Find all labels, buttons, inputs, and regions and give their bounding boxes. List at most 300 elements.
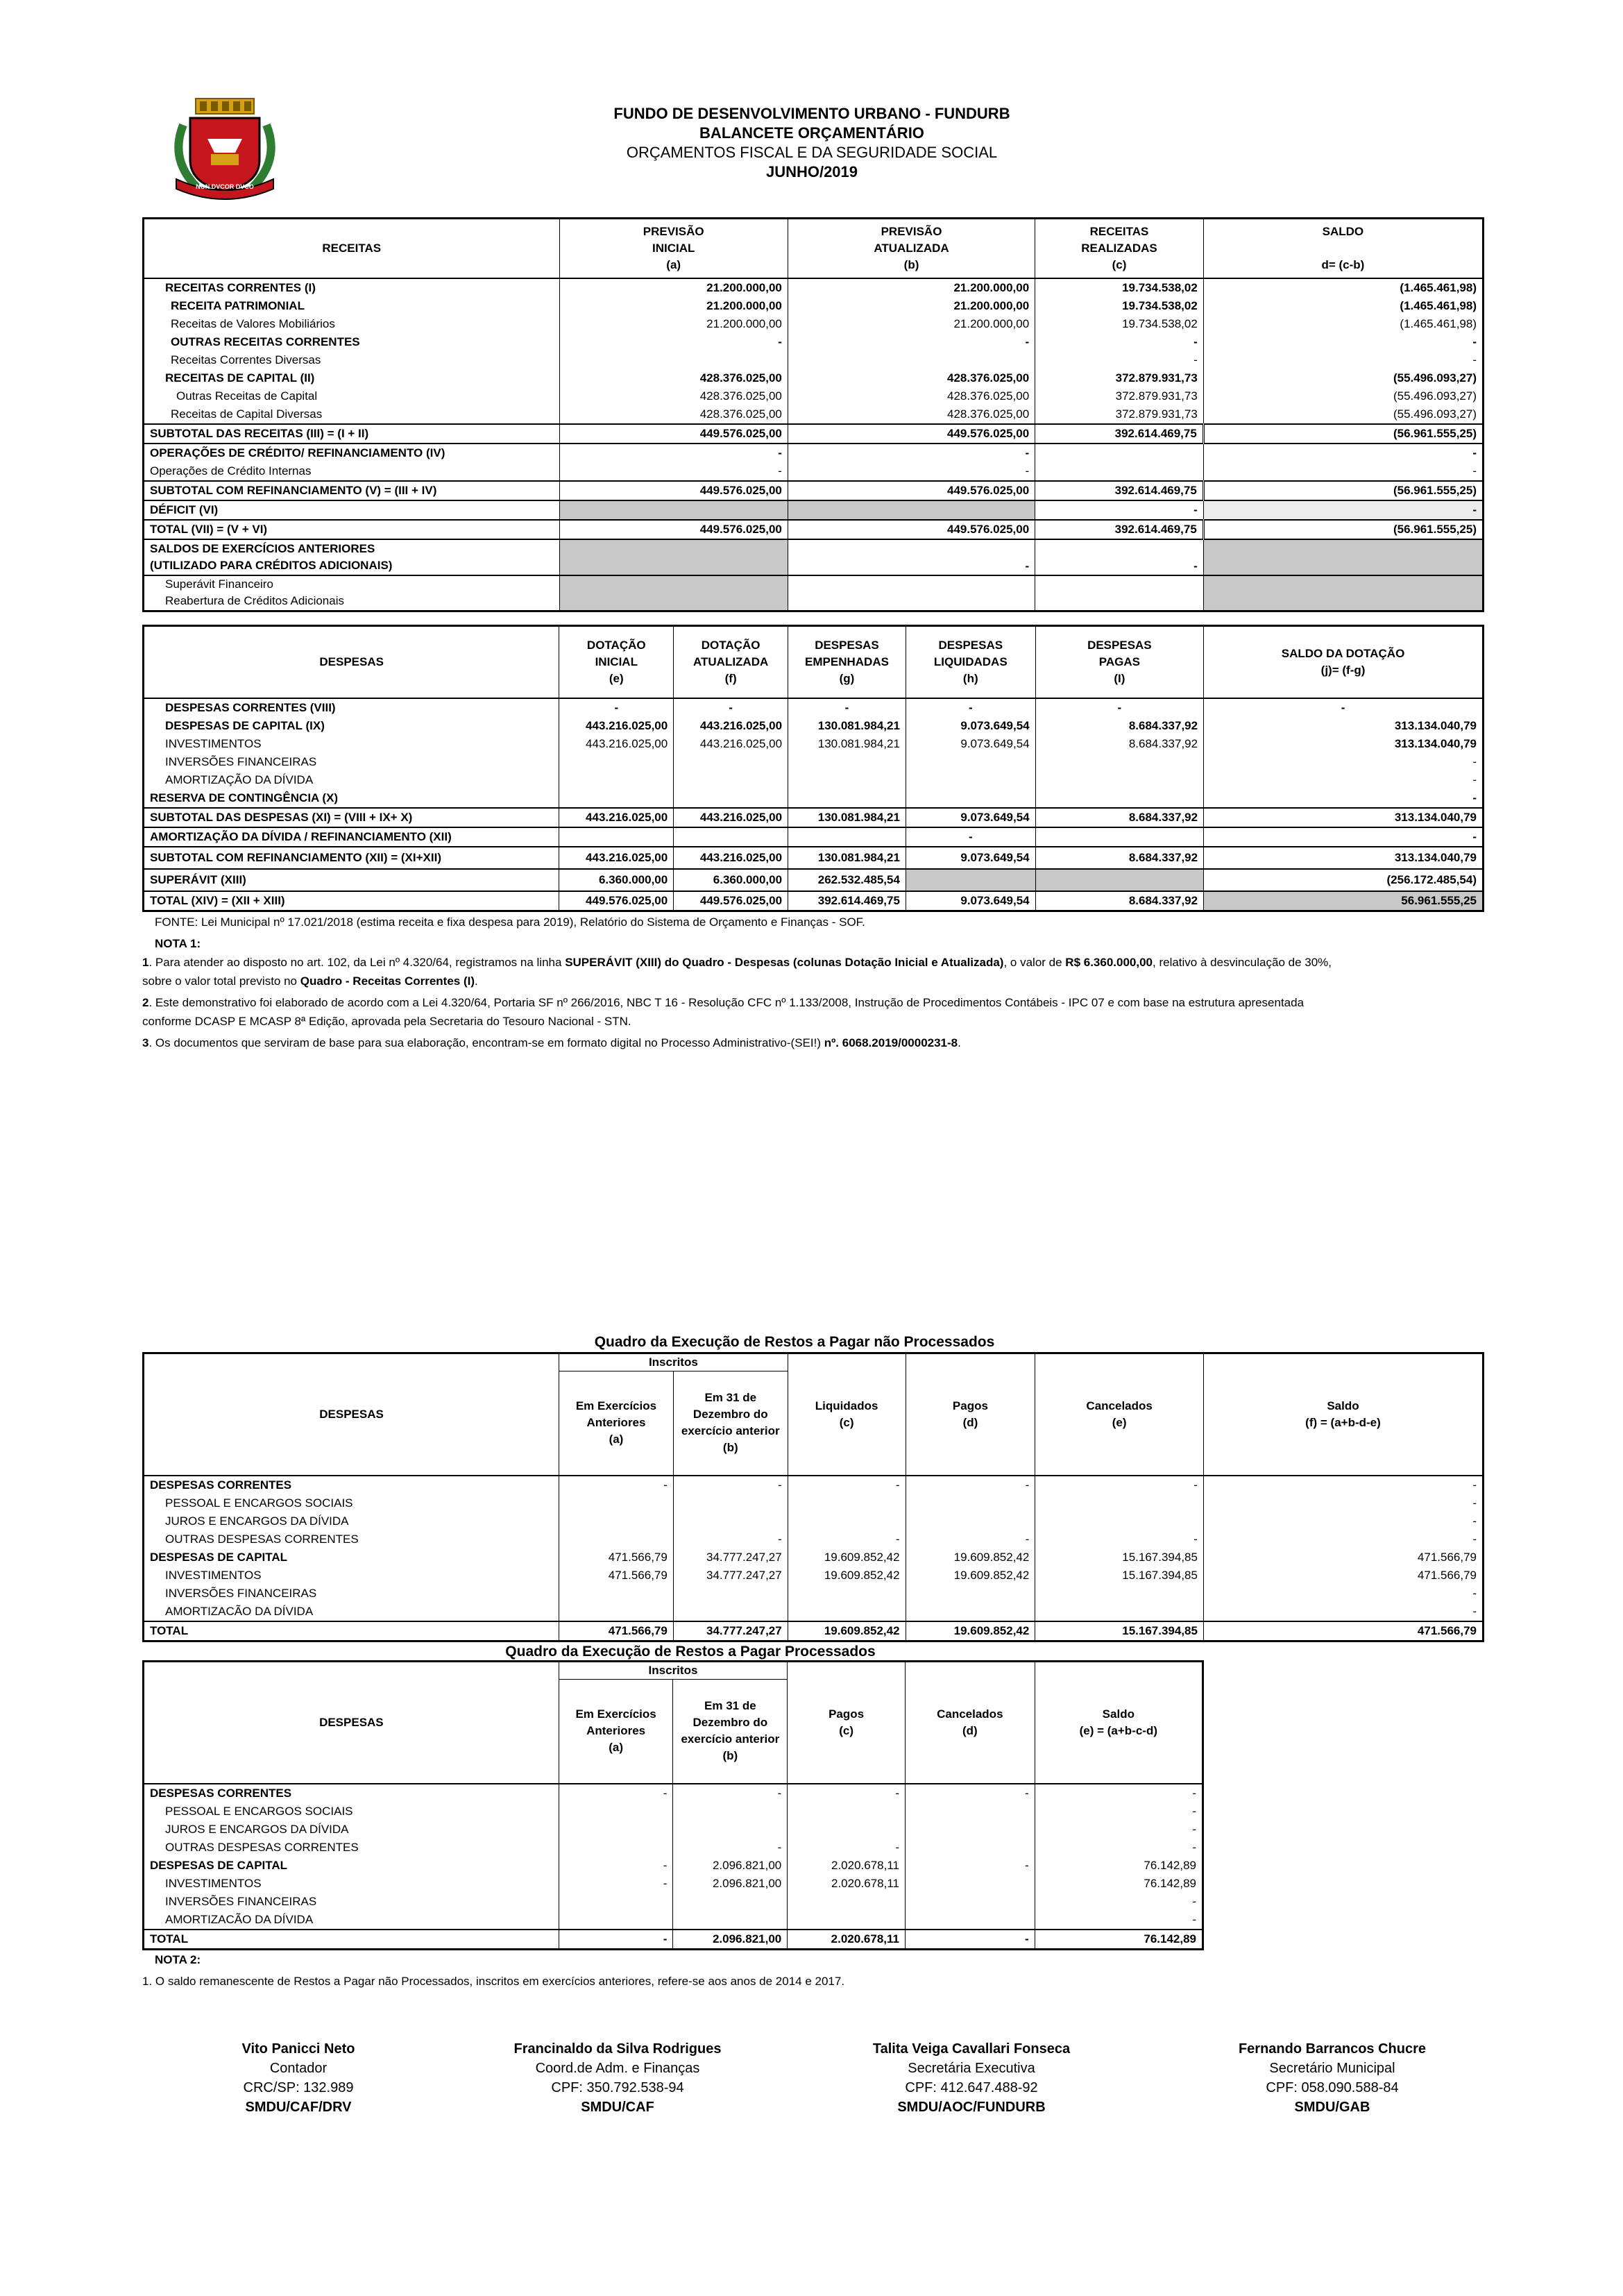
- rp_nao-row: [144, 1585, 1484, 1603]
- signatory-role: Secretária Executiva: [908, 2061, 1035, 2076]
- rp_proc-row-label: INVESTIMENTOS: [165, 1876, 262, 1890]
- cell-empenhadas: [788, 753, 906, 771]
- rp_nao-cell-f: 471.566,79: [1203, 1548, 1483, 1567]
- despesas-row: [144, 891, 1484, 911]
- signatory-unit: SMDU/CAF: [581, 2100, 654, 2115]
- cell-rec-realizadas: 372.879.931,73: [1035, 405, 1204, 424]
- rp_proc-row: [144, 1821, 1203, 1839]
- cell-pagas: [1035, 771, 1203, 789]
- cell-prev-inicial: [559, 500, 788, 520]
- rp_proc-cell-a: -: [559, 1857, 673, 1875]
- cell-prev-atualizada: 449.576.025,00: [788, 424, 1035, 444]
- desp-header-despesas: DESPESAS: [319, 655, 384, 668]
- cell-prev-atualizada: [788, 575, 1035, 611]
- receitas-row-label: TOTAL (VII) = (V + VI): [150, 522, 268, 536]
- cell-saldo: -: [1203, 351, 1483, 369]
- rp-nao-processados-table: [142, 1352, 1484, 1642]
- cell-dotacao-atualizada: [674, 753, 788, 771]
- signatory-id: CPF: 058.090.588-84: [1266, 2080, 1399, 2095]
- despesas-row-label: RESERVA DE CONTINGÊNCIA (X): [150, 791, 339, 804]
- despesas-row: [144, 827, 1484, 847]
- cell-dotacao-inicial: [559, 789, 674, 808]
- rpp-header-inscritos: Inscritos: [559, 1662, 788, 1680]
- cell-saldo-dotacao: 56.961.555,25: [1204, 891, 1484, 911]
- cell-saldo-dotacao: 313.134.040,79: [1204, 735, 1484, 753]
- rp_proc-cell-c: [788, 1803, 906, 1821]
- receitas-row: [144, 278, 1484, 297]
- rp_nao-cell-a: 471.566,79: [559, 1621, 674, 1641]
- rec-header-saldo: SALDO d= (c-b): [1203, 219, 1483, 278]
- cell-saldo-dotacao: 313.134.040,79: [1204, 717, 1484, 735]
- rp_nao-cell-f: -: [1203, 1512, 1483, 1530]
- rp_proc-cell-d: [905, 1893, 1035, 1911]
- rpn-header-exercicios-anteriores: Em Exercícios Anteriores (a): [559, 1371, 674, 1476]
- rp_proc-cell-e: -: [1035, 1839, 1203, 1857]
- despesas-row: [144, 847, 1484, 869]
- receitas-row: [144, 351, 1484, 369]
- rec-header-receitas-realizadas: RECEITAS REALIZADAS (c): [1035, 219, 1204, 278]
- cell-saldo-dotacao: 313.134.040,79: [1204, 808, 1484, 827]
- rpp-header-pagos: Pagos (c): [788, 1662, 906, 1784]
- receitas-row-label: OUTRAS RECEITAS CORRENTES: [171, 335, 360, 348]
- cell-dotacao-inicial: 6.360.000,00: [559, 869, 674, 891]
- receitas-row-label: [144, 575, 560, 611]
- rp_proc-cell-b: 2.096.821,00: [673, 1930, 788, 1950]
- rp_nao-cell-f: 471.566,79: [1203, 1621, 1483, 1641]
- document-header: [416, 104, 1207, 182]
- cell-liquidadas: 9.073.649,54: [906, 891, 1035, 911]
- rp-processados-table: [142, 1660, 1204, 1950]
- cell-saldo: (56.961.555,25): [1203, 424, 1483, 444]
- receitas-row-label: DÉFICIT (VI): [150, 503, 219, 516]
- rp_nao-cell-e: [1035, 1494, 1204, 1512]
- rpn-header-inscritos: Inscritos: [559, 1353, 788, 1371]
- cell-empenhadas: [788, 827, 906, 847]
- rp_proc-cell-e: 76.142,89: [1035, 1857, 1203, 1875]
- cell-liquidadas: 9.073.649,54: [906, 808, 1035, 827]
- cell-liquidadas: 9.073.649,54: [906, 717, 1035, 735]
- rp_proc-cell-c: -: [788, 1784, 906, 1803]
- cell-liquidadas: 9.073.649,54: [906, 735, 1035, 753]
- cell-rec-realizadas: 392.614.469,75: [1035, 481, 1204, 500]
- cell-liquidadas: -: [906, 698, 1035, 717]
- rp_proc-cell-b: [673, 1821, 788, 1839]
- nota2-title: NOTA 2:: [155, 1953, 201, 1966]
- despesas-row-label: INVERSÕES FINANCEIRAS: [165, 754, 317, 768]
- cell-dotacao-inicial: 443.216.025,00: [559, 847, 674, 869]
- rp_proc-cell-e: 76.142,89: [1035, 1930, 1203, 1950]
- cell-pagas: 8.684.337,92: [1035, 735, 1203, 753]
- rp_nao-cell-b: 34.777.247,27: [673, 1567, 788, 1585]
- despesas-row-label: AMORTIZAÇÃO DA DÍVIDA / REFINANCIAMENTO (XII): [150, 829, 452, 843]
- rp_nao-row: [144, 1530, 1484, 1548]
- rp_proc-cell-b: [673, 1803, 788, 1821]
- despesas-row-label: SUBTOTAL COM REFINANCIAMENTO (XII) = (XI+XII): [150, 850, 441, 864]
- signature-block: [160, 2039, 437, 2117]
- rp_nao-row-label: JUROS E ENCARGOS DA DÍVIDA: [165, 1514, 349, 1528]
- rpp-header-cancelados: Cancelados (d): [905, 1662, 1035, 1784]
- cell-saldo: [1203, 539, 1483, 575]
- cell-empenhadas: [788, 789, 906, 808]
- cell-prev-inicial: 428.376.025,00: [559, 387, 788, 405]
- cell-pagas: 8.684.337,92: [1035, 808, 1203, 827]
- rpn-header-31-dezembro: Em 31 de Dezembro do exercício anterior (b): [673, 1371, 788, 1476]
- rp_nao-cell-e: [1035, 1585, 1204, 1603]
- cell-rec-realizadas: -: [1035, 539, 1204, 575]
- cell-pagas: [1035, 869, 1203, 891]
- rp_nao-row-label: INVESTIMENTOS: [165, 1568, 262, 1582]
- signatory-name: Fernando Barrancos Chucre: [1238, 2041, 1427, 2057]
- cell-prev-inicial: -: [559, 333, 788, 351]
- cell-rec-realizadas: 372.879.931,73: [1035, 369, 1204, 387]
- rp_nao-cell-a: [559, 1512, 674, 1530]
- cell-empenhadas: 130.081.984,21: [788, 735, 906, 753]
- header-budget-scope: ORÇAMENTOS FISCAL E DA SEGURIDADE SOCIAL: [626, 144, 998, 161]
- cell-rec-realizadas: [1035, 462, 1204, 481]
- rp_proc-row: [144, 1893, 1203, 1911]
- rp_proc-cell-a: -: [559, 1784, 673, 1803]
- rp_nao-row: [144, 1603, 1484, 1621]
- rp_proc-cell-e: -: [1035, 1784, 1203, 1803]
- header-report-name: BALANCETE ORÇAMENTÁRIO: [699, 124, 924, 142]
- despesas-row-label: AMORTIZAÇÃO DA DÍVIDA: [165, 773, 314, 786]
- receitas-row-label: RECEITAS DE CAPITAL (II): [165, 371, 315, 385]
- cell-saldo: -: [1203, 500, 1483, 520]
- cell-saldo: (56.961.555,25): [1203, 481, 1483, 500]
- rp_proc-row-label: DESPESAS CORRENTES: [150, 1786, 292, 1800]
- rp_proc-row: [144, 1857, 1203, 1875]
- rp_proc-cell-e: -: [1035, 1893, 1203, 1911]
- cell-prev-atualizada: -: [788, 444, 1035, 462]
- cell-dotacao-inicial: [559, 827, 674, 847]
- receitas-row-label: Operações de Crédito Internas: [150, 464, 312, 478]
- cell-dotacao-atualizada: 6.360.000,00: [674, 869, 788, 891]
- cell-dotacao-inicial: 449.576.025,00: [559, 891, 674, 911]
- rp_proc-row: [144, 1839, 1203, 1857]
- cell-rec-realizadas: -: [1035, 333, 1204, 351]
- cell-dotacao-inicial: 443.216.025,00: [559, 717, 674, 735]
- rp_nao-cell-a: [559, 1585, 674, 1603]
- nota2-text: 1. O saldo remanescente de Restos a Pagar não Processados, inscritos em exercícios anteriores, refere-se aos anos de 2014 e 2017.: [142, 1975, 845, 1988]
- rp_proc-cell-e: 76.142,89: [1035, 1875, 1203, 1893]
- rec-header-previsao-atualizada: PREVISÃO ATUALIZADA (b): [788, 219, 1035, 278]
- cell-empenhadas: [788, 771, 906, 789]
- cell-prev-inicial: 449.576.025,00: [559, 520, 788, 539]
- rp_nao-cell-d: [906, 1512, 1035, 1530]
- cell-prev-atualizada: 21.200.000,00: [788, 315, 1035, 333]
- receitas-row: [144, 520, 1484, 539]
- receitas-row: [144, 500, 1484, 520]
- desp-header-saldo-dotacao: SALDO DA DOTAÇÃO (j)= (f-g): [1204, 626, 1484, 698]
- rp_proc-cell-c: 2.020.678,11: [788, 1857, 906, 1875]
- cell-prev-inicial: -: [559, 462, 788, 481]
- rp_nao-cell-d: 19.609.852,42: [906, 1567, 1035, 1585]
- rp_proc-cell-a: -: [559, 1930, 673, 1950]
- receitas-row-label-line2: Reabertura de Créditos Adicionais: [165, 594, 344, 608]
- signatory-id: CPF: 350.792.538-94: [551, 2080, 684, 2095]
- despesas-row-label: DESPESAS CORRENTES (VIII): [165, 700, 336, 714]
- cell-prev-atualizada: -: [788, 539, 1035, 575]
- cell-empenhadas: 130.081.984,21: [788, 808, 906, 827]
- cell-prev-atualizada: 428.376.025,00: [788, 369, 1035, 387]
- rp_nao-cell-d: -: [906, 1476, 1035, 1494]
- rp_nao-cell-d: 19.609.852,42: [906, 1621, 1035, 1641]
- cell-liquidadas: 9.073.649,54: [906, 847, 1035, 869]
- rp_proc-cell-d: [905, 1821, 1035, 1839]
- receitas-row: [144, 424, 1484, 444]
- rp_proc-cell-c: [788, 1911, 906, 1930]
- receitas-row-label: RECEITA PATRIMONIAL: [171, 298, 305, 312]
- header-period: JUNHO/2019: [765, 163, 858, 180]
- cell-dotacao-inicial: [559, 753, 674, 771]
- rp_nao-cell-a: -: [559, 1476, 674, 1494]
- rp_proc-row-label: OUTRAS DESPESAS CORRENTES: [165, 1840, 359, 1854]
- cell-saldo: (1.465.461,98): [1203, 297, 1483, 315]
- rp_nao-cell-f: 471.566,79: [1203, 1567, 1483, 1585]
- cell-saldo-dotacao: -: [1204, 827, 1484, 847]
- rp-processados-title: Quadro da Execução de Restos a Pagar Processados: [505, 1644, 876, 1660]
- rp_proc-cell-c: 2.020.678,11: [788, 1875, 906, 1893]
- rp_nao-cell-f: -: [1203, 1603, 1483, 1621]
- rp_nao-row: [144, 1512, 1484, 1530]
- receitas-row: [144, 369, 1484, 387]
- rp_nao-cell-d: [906, 1585, 1035, 1603]
- signature-block: [833, 2039, 1110, 2117]
- rp_nao-row-label: INVERSÕES FINANCEIRAS: [165, 1586, 317, 1600]
- cell-rec-realizadas: [1035, 444, 1204, 462]
- rp_nao-row-label: AMORTIZACÃO DA DÍVIDA: [165, 1604, 314, 1618]
- despesas-row-label: TOTAL (XIV) = (XII + XIII): [150, 893, 285, 907]
- cell-pagas: 8.684.337,92: [1035, 717, 1203, 735]
- signatory-unit: SMDU/GAB: [1294, 2100, 1370, 2115]
- rp_proc-cell-c: 2.020.678,11: [788, 1930, 906, 1950]
- cell-prev-inicial: 449.576.025,00: [559, 424, 788, 444]
- rp_proc-row: [144, 1930, 1203, 1950]
- receitas-row-label-line2: (UTILIZADO PARA CRÉDITOS ADICIONAIS): [150, 558, 393, 572]
- cell-dotacao-atualizada: 443.216.025,00: [674, 808, 788, 827]
- despesas-row: [144, 753, 1484, 771]
- rp_proc-row-label: JUROS E ENCARGOS DA DÍVIDA: [165, 1822, 349, 1836]
- cell-saldo: (55.496.093,27): [1203, 387, 1483, 405]
- rp_nao-row-label: DESPESAS CORRENTES: [150, 1478, 292, 1492]
- receitas-row: [144, 575, 1484, 611]
- cell-prev-inicial: 21.200.000,00: [559, 315, 788, 333]
- cell-rec-realizadas: -: [1035, 500, 1204, 520]
- rp_proc-cell-d: [905, 1803, 1035, 1821]
- rp_nao-cell-d: [906, 1494, 1035, 1512]
- rp_proc-row: [144, 1803, 1203, 1821]
- rp_nao-cell-e: [1035, 1512, 1204, 1530]
- rp_nao-row-label: PESSOAL E ENCARGOS SOCIAIS: [165, 1496, 353, 1510]
- cell-saldo: (55.496.093,27): [1203, 405, 1483, 424]
- rp_nao-cell-a: [559, 1603, 674, 1621]
- receitas-row: [144, 462, 1484, 481]
- rp_proc-cell-d: -: [905, 1857, 1035, 1875]
- rp_nao-row: [144, 1567, 1484, 1585]
- receitas-row: [144, 387, 1484, 405]
- receitas-row-label: RECEITAS CORRENTES (I): [165, 280, 316, 294]
- rp_nao-cell-d: 19.609.852,42: [906, 1548, 1035, 1567]
- city-seal-logo: [169, 97, 280, 201]
- cell-saldo-dotacao: -: [1204, 789, 1484, 808]
- signatory-role: Contador: [269, 2061, 328, 2076]
- cell-prev-atualizada: -: [788, 462, 1035, 481]
- rp_proc-row: [144, 1784, 1203, 1803]
- rp_nao-cell-e: -: [1035, 1476, 1204, 1494]
- rp_proc-row: [144, 1875, 1203, 1893]
- despesas-row: [144, 717, 1484, 735]
- rp_proc-cell-a: [559, 1893, 673, 1911]
- rp_proc-cell-d: -: [905, 1930, 1035, 1950]
- despesas-row-label: SUPERÁVIT (XIII): [150, 872, 246, 886]
- receitas-row-label-line1: Superávit Financeiro: [165, 577, 273, 591]
- cell-dotacao-atualizada: -: [674, 698, 788, 717]
- header-fund-name: FUNDO DE DESENVOLVIMENTO URBANO - FUNDURB: [613, 105, 1010, 122]
- cell-pagas: 8.684.337,92: [1035, 847, 1203, 869]
- signatory-unit: SMDU/AOC/FUNDURB: [897, 2100, 1046, 2115]
- cell-rec-realizadas: [1035, 575, 1204, 611]
- receitas-row: [144, 315, 1484, 333]
- cell-dotacao-atualizada: [674, 789, 788, 808]
- rec-header-previsao-inicial: PREVISÃO INICIAL (a): [559, 219, 788, 278]
- despesas-row: [144, 808, 1484, 827]
- cell-prev-inicial: [559, 539, 788, 575]
- cell-dotacao-inicial: [559, 771, 674, 789]
- desp-header-liquidadas: DESPESAS LIQUIDADAS (h): [906, 626, 1035, 698]
- receitas-table: [142, 217, 1484, 612]
- receitas-row-label: Receitas Correntes Diversas: [171, 353, 321, 366]
- receitas-row-label-line1: SALDOS DE EXERCÍCIOS ANTERIORES: [150, 541, 375, 555]
- cell-liquidadas: [906, 771, 1035, 789]
- receitas-row: [144, 405, 1484, 424]
- cell-dotacao-atualizada: 443.216.025,00: [674, 735, 788, 753]
- rp_nao-cell-b: 34.777.247,27: [673, 1548, 788, 1567]
- cell-rec-realizadas: 19.734.538,02: [1035, 278, 1204, 297]
- rp_nao-cell-b: [673, 1603, 788, 1621]
- nota1-item-1: 1. Para atender ao disposto no art. 102, da Lei nº 4.320/64, registramos na linha SUPERÁVIT (XIII) do Quadro - Despesas (colunas Dotação Inicial e Atualizada), o valor de R$ 6.360.000,00, relativo à desvinculação de 30%, sobre o valor total previsto no Quadro - Receitas Correntes (I).: [142, 956, 1332, 988]
- rpn-header-liquidados: Liquidados (c): [788, 1353, 906, 1476]
- signatory-name: Francinaldo da Silva Rodrigues: [513, 2041, 722, 2057]
- rp_nao-cell-a: 471.566,79: [559, 1548, 674, 1567]
- cell-prev-inicial: 449.576.025,00: [559, 481, 788, 500]
- rp_nao-row: [144, 1476, 1484, 1494]
- cell-saldo-dotacao: -: [1204, 698, 1484, 717]
- cell-saldo: -: [1203, 333, 1483, 351]
- cell-pagas: [1035, 753, 1203, 771]
- desp-header-dotacao-inicial: DOTAÇÃO INICIAL (e): [559, 626, 674, 698]
- cell-empenhadas: 130.081.984,21: [788, 847, 906, 869]
- rp_proc-cell-a: [559, 1911, 673, 1930]
- rp_nao-cell-e: 15.167.394,85: [1035, 1567, 1204, 1585]
- rp_nao-cell-c: 19.609.852,42: [788, 1567, 906, 1585]
- nota1-item-3: 3. Os documentos que serviram de base para sua elaboração, encontram-se em formato digital no Processo Administrativo-(SEI!) nº. 6068.2019/0000231-8.: [142, 1036, 961, 1049]
- nota1-title: NOTA 1:: [155, 937, 201, 950]
- cell-prev-atualizada: 449.576.025,00: [788, 520, 1035, 539]
- receitas-row-label: Receitas de Capital Diversas: [171, 407, 323, 421]
- cell-empenhadas: 392.614.469,75: [788, 891, 906, 911]
- cell-dotacao-atualizada: [674, 827, 788, 847]
- rp_proc-cell-e: -: [1035, 1821, 1203, 1839]
- rp_nao-row: [144, 1548, 1484, 1567]
- cell-saldo: -: [1203, 462, 1483, 481]
- despesas-table: [142, 625, 1484, 912]
- rp_proc-row: [144, 1911, 1203, 1930]
- cell-saldo: (1.465.461,98): [1203, 278, 1483, 297]
- rp_nao-row-label: TOTAL: [150, 1623, 189, 1637]
- cell-dotacao-atualizada: 449.576.025,00: [674, 891, 788, 911]
- cell-rec-realizadas: 19.734.538,02: [1035, 297, 1204, 315]
- cell-prev-inicial: [559, 351, 788, 369]
- receitas-row-label: Receitas de Valores Mobiliários: [171, 316, 335, 330]
- rp_nao-cell-c: [788, 1585, 906, 1603]
- rp_nao-cell-f: -: [1203, 1585, 1483, 1603]
- cell-rec-realizadas: 392.614.469,75: [1035, 424, 1204, 444]
- despesas-row: [144, 735, 1484, 753]
- rp_proc-cell-d: [905, 1875, 1035, 1893]
- rp_nao-cell-b: -: [673, 1476, 788, 1494]
- cell-saldo: (1.465.461,98): [1203, 315, 1483, 333]
- cell-rec-realizadas: 19.734.538,02: [1035, 315, 1204, 333]
- rpp-header-exercicios-anteriores: Em Exercícios Anteriores (a): [559, 1680, 673, 1784]
- rp_nao-cell-c: -: [788, 1530, 906, 1548]
- seal-motto: NON DVCOR DVCO: [196, 183, 254, 190]
- despesas-row: [144, 698, 1484, 717]
- cell-saldo-dotacao: 313.134.040,79: [1204, 847, 1484, 869]
- rp_proc-row-label: TOTAL: [150, 1932, 189, 1945]
- rpp-header-31-dezembro: Em 31 de Dezembro do exercício anterior (b): [673, 1680, 788, 1784]
- rp_proc-cell-a: -: [559, 1875, 673, 1893]
- notes-block: [142, 913, 1485, 1052]
- rpp-header-saldo: Saldo (e) = (a+b-c-d): [1035, 1662, 1203, 1784]
- rp_nao-cell-a: [559, 1530, 674, 1548]
- cell-pagas: [1035, 789, 1203, 808]
- cell-liquidadas: [906, 869, 1035, 891]
- cell-prev-inicial: 428.376.025,00: [559, 369, 788, 387]
- rp_proc-cell-a: [559, 1839, 673, 1857]
- cell-liquidadas: -: [906, 827, 1035, 847]
- cell-prev-atualizada: 21.200.000,00: [788, 278, 1035, 297]
- cell-empenhadas: -: [788, 698, 906, 717]
- rp_proc-cell-b: [673, 1893, 788, 1911]
- nota2-block: [142, 1950, 1485, 1991]
- rp-nao-processados-title: Quadro da Execução de Restos a Pagar não Processados: [594, 1334, 995, 1350]
- rp_nao-cell-f: -: [1203, 1494, 1483, 1512]
- rp_proc-row-label: AMORTIZACÃO DA DÍVIDA: [165, 1912, 314, 1926]
- rp_nao-cell-d: [906, 1603, 1035, 1621]
- rp_nao-cell-a: 471.566,79: [559, 1567, 674, 1585]
- rpp-header-despesas: DESPESAS: [319, 1715, 384, 1729]
- cell-saldo-dotacao: (256.172.485,54): [1204, 869, 1484, 891]
- receitas-row-label: [144, 539, 560, 575]
- receitas-row-label: SUBTOTAL DAS RECEITAS (III) = (I + II): [150, 426, 369, 440]
- rp_nao-cell-e: 15.167.394,85: [1035, 1621, 1204, 1641]
- signatory-unit: SMDU/CAF/DRV: [245, 2100, 352, 2115]
- rp_proc-cell-d: -: [905, 1784, 1035, 1803]
- cell-prev-atualizada: 428.376.025,00: [788, 405, 1035, 424]
- cell-liquidadas: [906, 753, 1035, 771]
- rp_nao-cell-b: [673, 1585, 788, 1603]
- signature-block: [1193, 2039, 1471, 2117]
- cell-saldo-dotacao: -: [1204, 753, 1484, 771]
- rp_nao-cell-b: -: [673, 1530, 788, 1548]
- rp_proc-cell-b: 2.096.821,00: [673, 1875, 788, 1893]
- rp_nao-cell-c: 19.609.852,42: [788, 1621, 906, 1641]
- rp_nao-cell-a: [559, 1494, 674, 1512]
- rp_nao-cell-b: 34.777.247,27: [673, 1621, 788, 1641]
- cell-pagas: [1035, 827, 1203, 847]
- signatory-id: CRC/SP: 132.989: [243, 2080, 354, 2095]
- receitas-row: [144, 444, 1484, 462]
